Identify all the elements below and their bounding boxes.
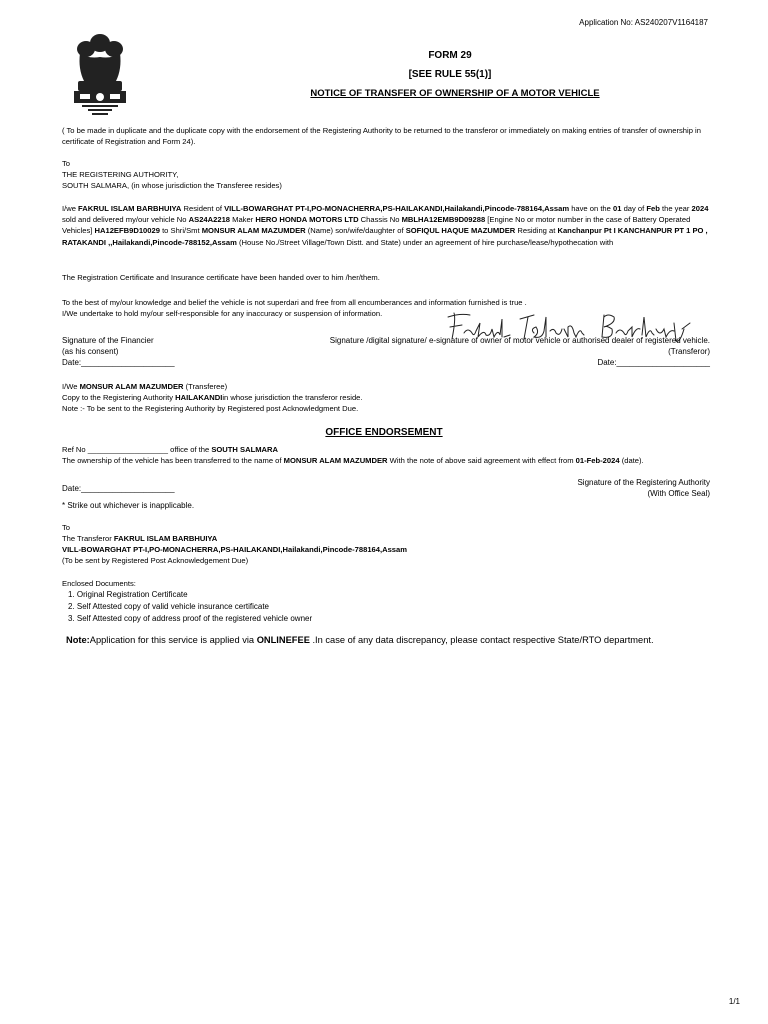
financier-date: Date:_____________________ [62,358,175,367]
transferor-block-address: VILL-BOWARGHAT PT-I,PO-MONACHERRA,PS-HAILAKANDI,Hailakandi,Pincode-788164,Assam [62,545,408,554]
notice-title: NOTICE OF TRANSFER OF OWNERSHIP OF A MOTOR VEHICLE [310,88,600,99]
copy-to-line: Copy to the Registering Authority HAILAKANDIin whose jurisdiction the transferor reside. [62,393,363,402]
registering-authority-signature: Signature of the Registering Authority [577,478,710,487]
sale-year: 2024 [691,204,709,213]
transferee-address: Kanchanpur Pt I KANCHANPUR PT 1 PO , RATAKANDI ,,Hailakandi,Pincode-788152,Assam [62,226,708,247]
undertake-line: I/We undertake to hold my/our self-responsible for any inaccuracy or suspension of information. [62,309,383,318]
footer-note: Note:Application for this service is applied via ONLINEFEE .In case of any data discrepancy, please contact respective State/RTO department. [66,635,654,645]
transferor-label: (Transferor) [668,347,710,356]
vehicle-maker: HERO HONDA MOTORS LTD [255,215,359,225]
strike-out-note: * Strike out whichever is inapplicable. [62,501,195,510]
vehicle-number: AS24A2218 [188,215,231,225]
endorsement-date: Date:_____________________ [62,484,175,493]
form-title: FORM 29 [428,50,472,61]
transferor-to-label: To [62,523,71,532]
enclosed-item: 1. Original Registration Certificate [68,590,188,599]
copy-authority: HAILAKANDI [175,393,223,402]
financier-signature-label: Signature of the Financier [62,336,154,345]
office-endorsement-title: OFFICE ENDORSEMENT [325,427,443,438]
enclosed-item: 3. Self Attested copy of address proof of the registered vehicle owner [68,614,313,623]
financier-consent: (as his consent) [62,347,119,356]
rule-reference: [SEE RULE 55(1)] [408,69,492,80]
transferor-name: FAKRUL ISLAM BARBHUIYA [78,204,182,213]
intro-text: ( To be made in duplicate and the duplicate copy with the endorsement of the Registering Authority to be returned to the transferor or immediately on making entries of transfer of ownership in certificate of Registration and Form 24). [62,126,701,147]
sale-day: 01 [613,204,622,213]
national-emblem-icon [66,29,134,119]
new-owner-name: MONSUR ALAM MAZUMDER [283,456,388,465]
parent-name: SOFIQUL HAQUE MAZUMDER [405,226,516,236]
ownership-transferred-line: The ownership of the vehicle has been transferred to the name of MONSUR ALAM MAZUMDER With the note of above said agreement with effect from 01-Feb-2024 (date). [62,456,644,465]
transferor-line: The Transferor FAKRUL ISLAM BARBHUIYA [62,534,218,543]
transferor-address: VILL-BOWARGHAT PT-I,PO-MONACHERRA,PS-HAILAKANDI,Hailakandi,Pincode-788164,Assam [224,204,570,213]
transfer-paragraph: I/we FAKRUL ISLAM BARBHUIYA Resident of VILL-BOWARGHAT PT-I,PO-MONACHERRA,PS-HAILAKANDI,Hailakandi,Pincode-788164,Assam have on the 01 day of Feb the year 2024 sold and delivered my/our vehicle No AS24A2218 Maker HERO HONDA MOTORS LTD Chassis No MBLHA12EMB9D09288 [Engine No or motor number in the case of Battery Operated Vehicles] HA12EFB9D10029 to Shri/Smt MONSUR ALAM MAZUMDER (Name) son/wife/daughter of SOFIQUL HAQUE MAZUMDER Residing at Kanchanpur Pt I KANCHANPUR PT 1 PO , RATAKANDI ,,Hailakandi,Pincode-788152,Assam (House No./Street Village/Town Distt. and State) under an agreement of hire purchase/lease/hypothecation with [62,204,709,247]
registered-post-ad: (To be sent by Registered Post Acknowledgement Due) [62,556,249,565]
registered-post-note: Note :- To be sent to the Registering Authority by Registered post Acknowledgment Due. [62,404,359,413]
transferee-name: MONSUR ALAM MAZUMDER [201,226,306,236]
chassis-number: MBLHA12EMB9D09288 [401,215,486,225]
transferee-line: I/We MONSUR ALAM MAZUMDER (Transferee) [62,382,228,391]
sale-month: Feb [646,204,660,213]
page-number: 1/1 [728,997,740,1006]
effective-date: 01-Feb-2024 [575,456,620,465]
to-location: SOUTH SALMARA, (in whose jurisdiction the Transferee resides) [62,181,282,190]
ref-number-line: Ref No ___________________ office of the SOUTH SALMARA [62,445,278,454]
transferor-block-name: FAKRUL ISLAM BARBHUIYA [113,534,218,543]
belief-line: To the best of my/our knowledge and belief the vehicle is not superdari and free from all encumberances and information furnished is true . [62,298,527,307]
engine-number: HA12EFB9D10029 [94,226,160,236]
to-label: To [62,159,71,168]
service-channel: ONLINEFEE [256,635,310,645]
office-seal: (With Office Seal) [647,489,710,498]
enclosed-documents-title: Enclosed Documents: [62,579,136,588]
owner-signature-label: Signature /digital signature/ e-signature of owner of motor vehicle or authorised dealer of registered vehicle. [329,336,710,345]
transferee-block-name: MONSUR ALAM MAZUMDER [79,382,184,391]
transferor-date: Date:_____________________ [597,358,710,367]
enclosed-item: 2. Self Attested copy of valid vehicle insurance certificate [68,602,269,611]
to-authority: THE REGISTERING AUTHORITY, [62,170,179,179]
application-number: Application No: AS240207V1164187 [579,18,708,27]
certificates-line: The Registration Certificate and Insurance certificate have been handed over to him /her/them. [62,273,380,282]
ref-office: SOUTH SALMARA [211,445,278,454]
